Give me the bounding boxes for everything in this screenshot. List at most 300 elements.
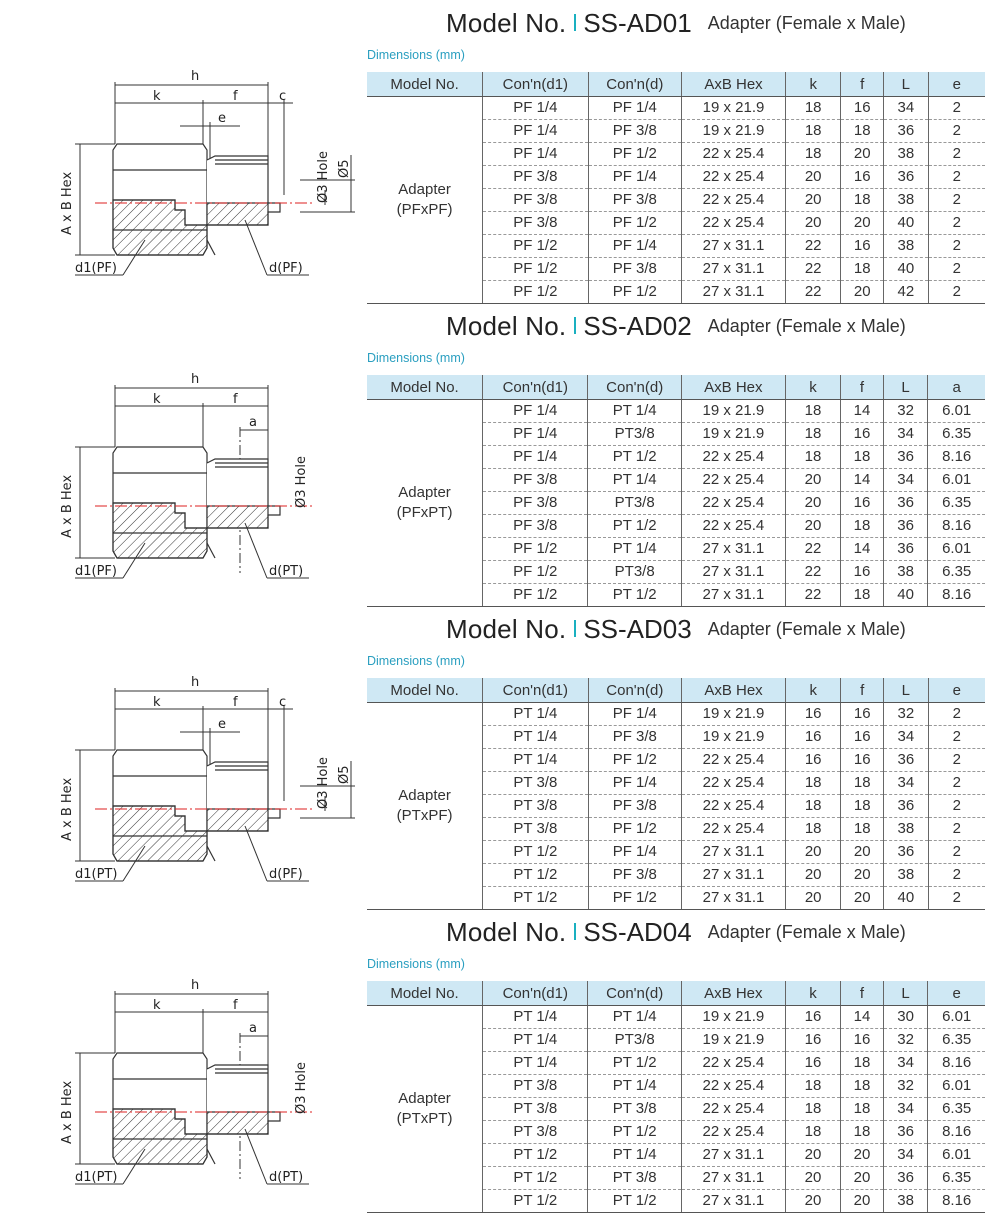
table-cell: 16	[785, 703, 840, 726]
column-header: k	[785, 72, 840, 97]
table-cell: 20	[785, 515, 840, 538]
spec-table	[367, 981, 985, 1213]
model-name-line: (PTxPT)	[396, 1110, 453, 1127]
table-cell: PF 3/8	[588, 258, 681, 281]
table-cell: 16	[785, 726, 840, 749]
table-cell: 22 x 25.4	[682, 795, 786, 818]
fitting-body	[113, 144, 280, 255]
table-cell: 18	[841, 189, 884, 212]
table-cell: 20	[841, 1190, 884, 1213]
column-header: Model No.	[367, 981, 483, 1006]
column-header: AxB Hex	[682, 678, 786, 703]
column-header: e	[928, 981, 985, 1006]
column-header: Con'n(d)	[588, 981, 681, 1006]
table-cell: 20	[841, 212, 884, 235]
table-cell: PT 1/4	[588, 538, 681, 561]
model-name-line: (PTxPF)	[396, 807, 453, 824]
table-cell: PF 1/2	[483, 281, 588, 304]
table-cell: 18	[841, 1052, 884, 1075]
model-name-cell	[367, 703, 483, 910]
table-cell: PT 1/2	[483, 887, 588, 910]
label-k: k	[153, 392, 161, 407]
table-cell: PF 1/4	[588, 841, 681, 864]
table-header-row	[367, 981, 985, 1006]
table-cell: PF 3/8	[483, 492, 588, 515]
section-ss-ad03	[0, 606, 999, 909]
table-cell: 16	[841, 703, 884, 726]
table-cell: 38	[884, 235, 929, 258]
table-cell: 18	[841, 258, 884, 281]
table-cell: 22 x 25.4	[682, 818, 786, 841]
table-cell: 34	[884, 97, 929, 120]
table-cell: 22 x 25.4	[682, 189, 786, 212]
fitting-drawing	[55, 363, 355, 603]
table-cell: 32	[883, 1029, 928, 1052]
column-header: L	[883, 981, 928, 1006]
table-cell: 22	[785, 538, 840, 561]
table-cell: 20	[841, 1167, 884, 1190]
label-hole: Ø3 Hole	[316, 151, 331, 203]
table-cell: 2	[928, 166, 985, 189]
table-cell: PF 1/4	[588, 772, 681, 795]
table-cell: 36	[883, 1121, 928, 1144]
table-cell: 34	[883, 1144, 928, 1167]
table-cell: PT 1/2	[483, 1144, 588, 1167]
table-cell: 22 x 25.4	[681, 1098, 785, 1121]
section-title	[446, 8, 906, 39]
column-header: f	[841, 375, 884, 400]
label-c: c	[279, 89, 287, 104]
table-cell: 2	[928, 281, 985, 304]
table-cell: 20	[841, 841, 884, 864]
table-cell: 27 x 31.1	[681, 584, 785, 607]
table-cell: 6.35	[928, 1029, 985, 1052]
table-cell: 22 x 25.4	[682, 212, 786, 235]
table-cell: 18	[785, 143, 840, 166]
column-header: k	[785, 981, 840, 1006]
dimensions-label: Dimensions (mm)	[367, 654, 465, 668]
table-cell: 6.35	[928, 1098, 985, 1121]
table-cell: 16	[841, 749, 884, 772]
table-cell: 16	[841, 561, 884, 584]
table-cell: 8.16	[928, 1190, 985, 1213]
table-cell: 22 x 25.4	[682, 166, 786, 189]
table-cell: PF 1/2	[588, 818, 681, 841]
table-cell: 32	[883, 1075, 928, 1098]
model-description: Adapter (Female x Male)	[707, 13, 906, 33]
table-cell: 34	[884, 726, 929, 749]
label-h: h	[191, 978, 200, 993]
title-prefix: Model No.	[446, 917, 567, 947]
table-cell: 20	[841, 281, 884, 304]
table-cell: 18	[785, 795, 840, 818]
table-cell: 20	[785, 166, 840, 189]
table-cell: 27 x 31.1	[681, 1167, 785, 1190]
table-cell: PT 1/2	[588, 515, 681, 538]
table-cell: PT 1/2	[483, 841, 588, 864]
table-cell: PF 3/8	[588, 795, 681, 818]
fitting-drawing	[55, 666, 355, 906]
table-cell: PT 1/2	[483, 1167, 588, 1190]
table-cell: 34	[883, 1098, 928, 1121]
table-cell: PF 1/2	[483, 538, 588, 561]
table-cell: 38	[884, 818, 929, 841]
table-cell: 2	[928, 887, 985, 910]
table-cell: 2	[928, 235, 985, 258]
table-cell: PF 1/2	[588, 887, 681, 910]
table-cell: PT 1/2	[588, 1121, 681, 1144]
table-cell: PT 1/2	[588, 584, 681, 607]
title-prefix: Model No.	[446, 311, 567, 341]
table-cell: 19 x 21.9	[681, 1006, 785, 1029]
model-code: SS-AD04	[583, 917, 692, 947]
spec-table	[367, 72, 985, 304]
model-description: Adapter (Female x Male)	[707, 619, 906, 639]
table-cell: 2	[928, 703, 985, 726]
table-cell: 6.01	[928, 1006, 985, 1029]
table-cell: 18	[841, 795, 884, 818]
table-cell: 38	[883, 1190, 928, 1213]
table-cell: 22 x 25.4	[681, 1052, 785, 1075]
table-cell: PF 3/8	[483, 189, 588, 212]
table-cell: 18	[841, 818, 884, 841]
table-cell: PT 1/2	[483, 1190, 588, 1213]
table-cell: 18	[841, 515, 884, 538]
label-h: h	[191, 372, 200, 387]
column-header: e	[928, 72, 985, 97]
column-header: k	[785, 375, 840, 400]
table-cell: 18	[841, 1098, 884, 1121]
title-divider	[574, 620, 576, 637]
table-cell: PF 3/8	[588, 864, 681, 887]
table-cell: 36	[884, 841, 929, 864]
table-cell: 20	[785, 189, 840, 212]
section-title	[446, 311, 906, 342]
column-header: Con'n(d1)	[483, 678, 588, 703]
table-cell: 14	[841, 538, 884, 561]
table-cell: 19 x 21.9	[682, 703, 786, 726]
technical-drawing	[55, 363, 355, 603]
table-cell: PT3/8	[588, 561, 681, 584]
table-cell: 2	[928, 120, 985, 143]
table-cell: PF 3/8	[483, 469, 588, 492]
label-d: d(PT)	[269, 564, 304, 579]
table-cell: 27 x 31.1	[682, 258, 786, 281]
table-cell: PF 3/8	[483, 515, 588, 538]
table-cell: 20	[785, 1144, 840, 1167]
table-cell: 2	[928, 772, 985, 795]
table-cell: 32	[884, 703, 929, 726]
table-cell: 27 x 31.1	[681, 538, 785, 561]
title-divider	[574, 317, 576, 334]
table-cell: 22 x 25.4	[681, 1075, 785, 1098]
label-d1: d1(PF)	[75, 261, 117, 276]
spec-table	[367, 375, 985, 607]
table-cell: 38	[884, 143, 929, 166]
table-cell: PF 1/2	[483, 584, 588, 607]
model-name-line: Adapter	[398, 484, 451, 501]
table-cell: PT 3/8	[588, 1098, 681, 1121]
table-cell: 34	[883, 469, 928, 492]
table-cell: 2	[928, 749, 985, 772]
title-divider	[574, 923, 576, 940]
label-f: f	[233, 998, 238, 1013]
label-d: d(PF)	[269, 867, 303, 882]
dimensions-label: Dimensions (mm)	[367, 351, 465, 365]
table-cell: 22 x 25.4	[681, 492, 785, 515]
table-cell: 16	[841, 492, 884, 515]
table-cell: 18	[785, 400, 840, 423]
column-header: Con'n(d)	[588, 72, 681, 97]
table-cell: 14	[841, 469, 884, 492]
table-cell: 18	[785, 818, 840, 841]
table-cell: 30	[883, 1006, 928, 1029]
table-cell: PT3/8	[588, 492, 681, 515]
table-cell: 2	[928, 864, 985, 887]
table-cell: 27 x 31.1	[682, 864, 786, 887]
table-cell: 27 x 31.1	[682, 235, 786, 258]
table-cell: PT 1/4	[588, 400, 681, 423]
column-header: Model No.	[367, 72, 483, 97]
table-cell: 22 x 25.4	[681, 515, 785, 538]
table-cell: 2	[928, 795, 985, 818]
table-cell: 6.35	[928, 561, 985, 584]
column-header: AxB Hex	[681, 981, 785, 1006]
title-prefix: Model No.	[446, 614, 567, 644]
table-cell: 14	[841, 1006, 884, 1029]
table-cell: PF 1/4	[483, 97, 588, 120]
table-cell: 18	[841, 120, 884, 143]
table-cell: 6.35	[928, 1167, 985, 1190]
table-cell: PT 1/2	[588, 1052, 681, 1075]
label-k: k	[153, 695, 161, 710]
table-cell: 20	[841, 887, 884, 910]
table-cell: PF 3/8	[483, 212, 588, 235]
table-cell: PF 1/4	[483, 143, 588, 166]
table-cell: 8.16	[928, 1052, 985, 1075]
column-header: f	[841, 981, 884, 1006]
table-cell: 16	[785, 1029, 840, 1052]
label-hex: A x B Hex	[60, 171, 75, 235]
table-cell: 34	[883, 1052, 928, 1075]
table-cell: 18	[841, 1075, 884, 1098]
table-cell: 19 x 21.9	[682, 120, 786, 143]
table-cell: PF 1/2	[483, 561, 588, 584]
table-cell: 18	[841, 772, 884, 795]
table-cell: 16	[841, 423, 884, 446]
table-cell: 18	[785, 772, 840, 795]
section-title	[446, 614, 906, 645]
table-cell: 6.01	[928, 538, 985, 561]
model-name-line: (PFxPF)	[396, 201, 453, 218]
label-hex: A x B Hex	[60, 1080, 75, 1144]
table-cell: 20	[841, 143, 884, 166]
table-cell: 14	[841, 400, 884, 423]
table-cell: 8.16	[928, 515, 985, 538]
label-c: c	[279, 695, 287, 710]
table-cell: 18	[785, 1075, 840, 1098]
column-header: L	[883, 375, 928, 400]
label-hex: A x B Hex	[60, 474, 75, 538]
table-header-row	[367, 678, 985, 703]
label-a: a	[249, 415, 257, 430]
column-header: Model No.	[367, 375, 483, 400]
table-cell: 19 x 21.9	[681, 400, 785, 423]
table-cell: 27 x 31.1	[681, 561, 785, 584]
label-h: h	[191, 675, 200, 690]
table-cell: 36	[883, 446, 928, 469]
table-cell: PT 3/8	[483, 1098, 588, 1121]
table-header-row	[367, 72, 985, 97]
table-cell: 22 x 25.4	[681, 469, 785, 492]
table-cell: 40	[884, 212, 929, 235]
model-name-line: Adapter	[398, 787, 451, 804]
table-cell: 22 x 25.4	[682, 772, 786, 795]
table-cell: PF 1/4	[483, 423, 588, 446]
column-header: AxB Hex	[682, 72, 786, 97]
table-cell: PF 1/2	[483, 235, 588, 258]
table-cell: 18	[841, 584, 884, 607]
column-header: f	[841, 678, 884, 703]
table-cell: 18	[785, 1121, 840, 1144]
table-cell: 40	[884, 887, 929, 910]
table-cell: 38	[883, 561, 928, 584]
table-row	[367, 97, 985, 120]
label-k: k	[153, 998, 161, 1013]
table-cell: 22	[785, 584, 840, 607]
column-header: AxB Hex	[681, 375, 785, 400]
fitting-drawing	[55, 60, 355, 300]
column-header: Con'n(d1)	[483, 72, 588, 97]
table-cell: 20	[841, 1144, 884, 1167]
label-f: f	[233, 89, 238, 104]
table-cell: 16	[785, 749, 840, 772]
column-header: L	[884, 72, 929, 97]
label-k: k	[153, 89, 161, 104]
table-cell: PF 3/8	[483, 166, 588, 189]
table-cell: 20	[785, 212, 840, 235]
table-cell: 36	[884, 166, 929, 189]
model-code: SS-AD02	[583, 311, 692, 341]
label-diameter: Ø5	[337, 765, 352, 784]
table-cell: 22 x 25.4	[681, 1121, 785, 1144]
dimensions-label: Dimensions (mm)	[367, 957, 465, 971]
table-cell: PT 1/4	[588, 1144, 681, 1167]
section-ss-ad02	[0, 303, 999, 606]
table-cell: 2	[928, 97, 985, 120]
column-header: L	[884, 678, 929, 703]
table-cell: 6.35	[928, 423, 985, 446]
table-cell: 18	[785, 1098, 840, 1121]
table-cell: 20	[785, 864, 840, 887]
column-header: Model No.	[367, 678, 483, 703]
table-cell: PF 1/2	[588, 281, 681, 304]
dimensions-label: Dimensions (mm)	[367, 48, 465, 62]
fitting-body	[113, 750, 280, 861]
table-cell: 20	[785, 492, 840, 515]
label-e: e	[218, 717, 226, 732]
table-cell: 18	[841, 446, 884, 469]
table-cell: PT 1/2	[588, 1190, 681, 1213]
label-d1: d1(PF)	[75, 564, 117, 579]
table-cell: 20	[841, 864, 884, 887]
table-cell: PF 3/8	[588, 726, 681, 749]
column-header: Con'n(d1)	[483, 981, 588, 1006]
table-cell: PF 1/4	[588, 235, 681, 258]
table-cell: 27 x 31.1	[681, 1144, 785, 1167]
table-cell: PF 1/4	[588, 703, 681, 726]
table-cell: PT 1/4	[483, 749, 588, 772]
label-a: a	[249, 1021, 257, 1036]
table-cell: 34	[883, 423, 928, 446]
label-h: h	[191, 69, 200, 84]
table-cell: 19 x 21.9	[681, 423, 785, 446]
table-cell: PT 1/4	[483, 703, 588, 726]
table-cell: 40	[884, 258, 929, 281]
table-cell: PT 3/8	[483, 1121, 588, 1144]
model-name-line: (PFxPT)	[396, 504, 453, 521]
table-cell: PT3/8	[588, 423, 681, 446]
table-cell: 18	[785, 423, 840, 446]
table-cell: PT 1/4	[588, 1075, 681, 1098]
label-d: d(PT)	[269, 1170, 304, 1185]
table-cell: 20	[785, 887, 840, 910]
table-cell: PT 1/2	[483, 864, 588, 887]
table-cell: 36	[883, 492, 928, 515]
table-cell: PF 3/8	[588, 120, 681, 143]
table-cell: 36	[884, 749, 929, 772]
table-cell: 2	[928, 258, 985, 281]
table-cell: 20	[785, 469, 840, 492]
table-cell: 8.16	[928, 446, 985, 469]
column-header: a	[928, 375, 985, 400]
title-prefix: Model No.	[446, 8, 567, 38]
spec-table	[367, 678, 985, 910]
section-title	[446, 917, 906, 948]
table-cell: 16	[841, 1029, 884, 1052]
label-e: e	[218, 111, 226, 126]
table-cell: 22	[785, 281, 840, 304]
table-cell: 42	[884, 281, 929, 304]
table-cell: 36	[883, 515, 928, 538]
label-d: d(PF)	[269, 261, 303, 276]
table-row	[367, 400, 985, 423]
model-name-cell	[367, 400, 483, 607]
column-header: k	[785, 678, 840, 703]
fitting-body	[113, 1053, 280, 1164]
table-cell: PT 1/4	[588, 1006, 681, 1029]
column-header: f	[841, 72, 884, 97]
table-cell: PF 1/4	[588, 166, 681, 189]
table-cell: PF 1/4	[483, 120, 588, 143]
section-ss-ad01	[0, 0, 999, 303]
table-cell: 16	[841, 97, 884, 120]
label-d1: d1(PT)	[75, 1170, 118, 1185]
column-header: Con'n(d)	[588, 678, 681, 703]
table-cell: 22 x 25.4	[682, 143, 786, 166]
table-cell: 2	[928, 212, 985, 235]
table-cell: PT 3/8	[483, 818, 588, 841]
table-cell: 27 x 31.1	[682, 281, 786, 304]
model-code: SS-AD01	[583, 8, 692, 38]
fitting-drawing	[55, 969, 355, 1209]
column-header: Con'n(d)	[588, 375, 681, 400]
table-cell: 16	[841, 235, 884, 258]
table-cell: 2	[928, 189, 985, 212]
table-cell: 34	[884, 772, 929, 795]
table-cell: 40	[883, 584, 928, 607]
label-hex: A x B Hex	[60, 777, 75, 841]
